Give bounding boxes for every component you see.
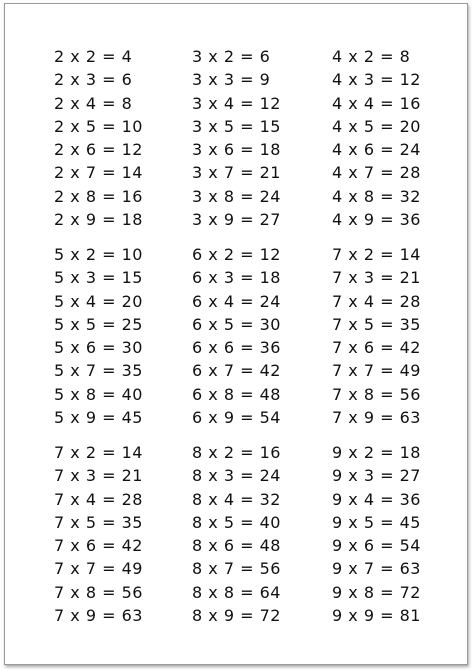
times-table-9 — [332, 441, 421, 627]
worksheet-page — [4, 3, 468, 665]
equation: 9 x 9 = 81 — [332, 606, 421, 626]
times-table-7 — [332, 243, 421, 429]
equation: 6 x 9 = 54 — [192, 408, 281, 428]
equation: 7 x 7 = 49 — [332, 361, 421, 381]
equation: 4 x 6 = 24 — [332, 140, 421, 160]
times-table-8 — [192, 441, 281, 627]
equation: 6 x 5 = 30 — [192, 314, 281, 334]
times-table-4 — [332, 45, 421, 231]
equation: 4 x 2 = 8 — [332, 47, 411, 66]
equation: 2 x 8 = 16 — [54, 186, 143, 206]
equation: 3 x 7 = 21 — [192, 163, 281, 183]
equation: 6 x 2 = 12 — [192, 245, 281, 264]
equation: 5 x 6 = 30 — [54, 338, 143, 358]
times-table-6 — [192, 243, 281, 429]
equation: 3 x 6 = 18 — [192, 140, 281, 160]
equation: 4 x 9 = 36 — [332, 210, 421, 230]
equation: 8 x 2 = 16 — [192, 443, 281, 462]
equation: 5 x 3 = 15 — [54, 268, 143, 288]
equation: 5 x 8 = 40 — [54, 384, 143, 404]
equation: 7 x 3 = 21 — [332, 268, 421, 288]
equation: 6 x 3 = 18 — [192, 268, 281, 288]
times-table-3 — [192, 45, 281, 231]
equation: 7 x 7 = 49 — [54, 559, 143, 579]
times-table-7-repeat — [54, 441, 143, 627]
equation: 2 x 7 = 14 — [54, 163, 143, 183]
equation: 6 x 4 = 24 — [192, 291, 281, 311]
equation: 3 x 2 = 6 — [192, 47, 271, 66]
equation: 3 x 5 = 15 — [192, 116, 281, 136]
equation: 7 x 3 = 21 — [54, 466, 143, 486]
equation: 9 x 6 = 54 — [332, 536, 421, 556]
equation: 7 x 6 = 42 — [332, 338, 421, 358]
equation: 7 x 5 = 35 — [332, 314, 421, 334]
equation: 4 x 8 = 32 — [332, 186, 421, 206]
equation: 7 x 2 = 14 — [54, 443, 143, 462]
equation: 3 x 8 = 24 — [192, 186, 281, 206]
equation: 7 x 4 = 28 — [332, 291, 421, 311]
equation: 6 x 8 = 48 — [192, 384, 281, 404]
equation: 7 x 8 = 56 — [54, 582, 143, 602]
equation: 8 x 4 = 32 — [192, 489, 281, 509]
equation: 3 x 3 = 9 — [192, 70, 271, 90]
equation: 2 x 2 = 4 — [54, 47, 133, 66]
equation: 2 x 6 = 12 — [54, 140, 143, 160]
equation: 3 x 4 = 12 — [192, 93, 281, 113]
equation: 2 x 3 = 6 — [54, 70, 133, 90]
equation: 8 x 5 = 40 — [192, 512, 281, 532]
equation: 5 x 7 = 35 — [54, 361, 143, 381]
equation: 9 x 2 = 18 — [332, 443, 421, 462]
times-table-2 — [54, 45, 143, 231]
equation: 4 x 4 = 16 — [332, 93, 421, 113]
equation: 6 x 6 = 36 — [192, 338, 281, 358]
equation: 2 x 4 = 8 — [54, 93, 133, 113]
equation: 9 x 5 = 45 — [332, 512, 421, 532]
equation: 9 x 4 = 36 — [332, 489, 421, 509]
times-table-5 — [54, 243, 143, 429]
equation: 8 x 8 = 64 — [192, 582, 281, 602]
equation: 9 x 3 = 27 — [332, 466, 421, 486]
equation: 8 x 7 = 56 — [192, 559, 281, 579]
equation: 4 x 7 = 28 — [332, 163, 421, 183]
equation: 9 x 7 = 63 — [332, 559, 421, 579]
equation: 5 x 2 = 10 — [54, 245, 143, 264]
equation: 4 x 5 = 20 — [332, 116, 421, 136]
equation: 7 x 9 = 63 — [54, 606, 143, 626]
equation: 5 x 4 = 20 — [54, 291, 143, 311]
equation: 7 x 9 = 63 — [332, 408, 421, 428]
equation: 2 x 5 = 10 — [54, 116, 143, 136]
equation: 6 x 7 = 42 — [192, 361, 281, 381]
equation: 7 x 5 = 35 — [54, 512, 143, 532]
equation: 8 x 9 = 72 — [192, 606, 281, 626]
equation: 7 x 2 = 14 — [332, 245, 421, 264]
equation: 8 x 3 = 24 — [192, 466, 281, 486]
equation: 3 x 9 = 27 — [192, 210, 281, 230]
equation: 2 x 9 = 18 — [54, 210, 143, 230]
equation: 7 x 6 = 42 — [54, 536, 143, 556]
equation: 8 x 6 = 48 — [192, 536, 281, 556]
equation: 7 x 8 = 56 — [332, 384, 421, 404]
equation: 5 x 9 = 45 — [54, 408, 143, 428]
equation: 9 x 8 = 72 — [332, 582, 421, 602]
equation: 7 x 4 = 28 — [54, 489, 143, 509]
equation: 4 x 3 = 12 — [332, 70, 421, 90]
equation: 5 x 5 = 25 — [54, 314, 143, 334]
